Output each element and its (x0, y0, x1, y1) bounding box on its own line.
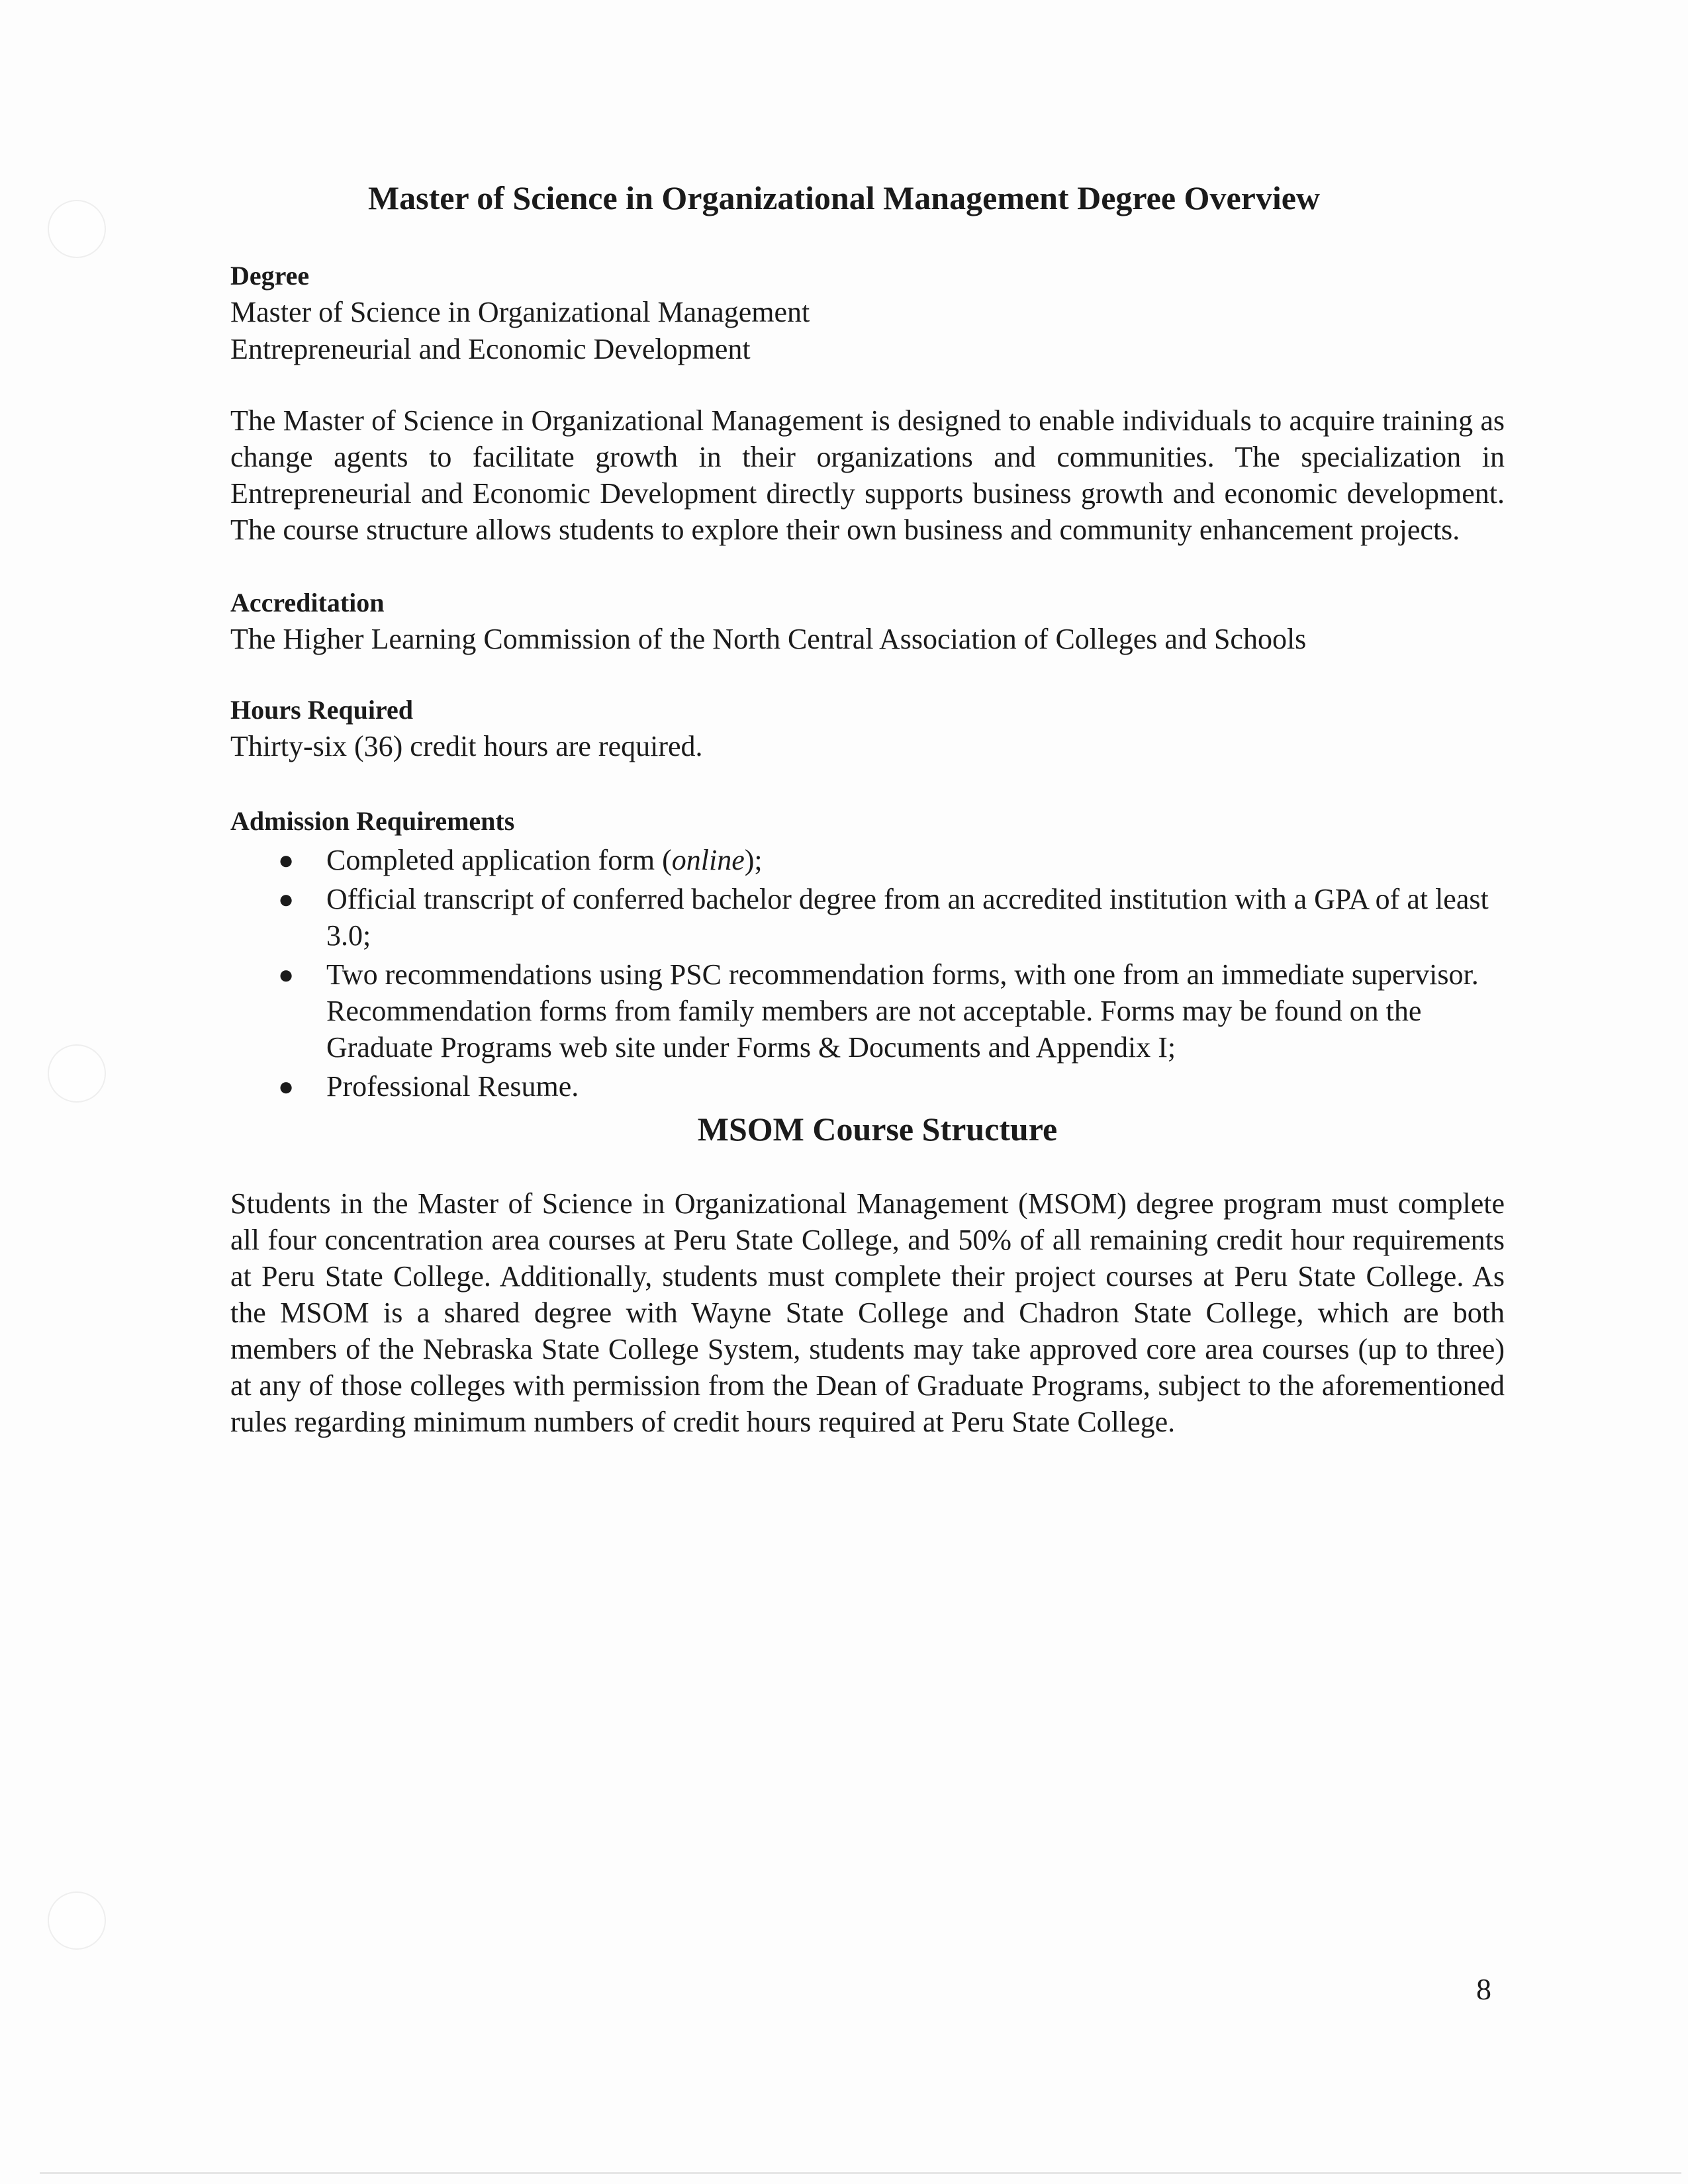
degree-heading: Degree (230, 261, 310, 291)
accreditation-text: The Higher Learning Commission of the North Central Association of Colleges and Schools (230, 623, 1307, 655)
list-item: ● Official transcript of conferred bachelor degree from an accredited institution with a GPA of at least 3.0; (230, 881, 1505, 954)
main-content (230, 258, 1505, 1440)
course-structure-paragraph: Students in the Master of Science in Organizational Management (MSOM) degree program must complete all four concentration area courses at Peru State College, and 50% of all remaining credit hour requirements at Peru State College. Additionally, students must complete their project courses at Peru State College. As the MSOM is a shared degree with Wayne State College and Chadron State College, which are both members of the Nebraska State College System, students may take approved core area courses (up to three) at any of those colleges with permission from the Dean of Graduate Programs, subject to the aforementioned rules regarding minimum numbers of credit hours required at Peru State College. (230, 1187, 1505, 1438)
page-title: Master of Science in Organizational Management Degree Overview (367, 179, 1321, 216)
degree-specialization: Entrepreneurial and Economic Development (230, 333, 751, 365)
scan-edge-line (40, 2172, 1681, 2174)
bullet-icon: ● (278, 1071, 295, 1101)
accreditation-section (230, 585, 1505, 658)
course-structure-title: MSOM Course Structure (697, 1111, 1058, 1148)
admission-heading: Admission Requirements (230, 806, 515, 836)
course-structure-section (230, 1107, 1505, 1440)
punch-hole-middle (48, 1044, 106, 1103)
bullet-icon: ● (278, 960, 295, 989)
list-item: ● Completed application form (online); (230, 842, 1505, 878)
hours-heading: Hours Required (230, 695, 413, 725)
page-number: 8 (1476, 1972, 1491, 2006)
punch-hole-bottom (48, 1891, 106, 1950)
hours-text: Thirty-six (36) credit hours are required. (230, 730, 703, 762)
hours-section (230, 692, 1505, 765)
bullet-icon: ● (278, 884, 295, 914)
list-item: ● Professional Resume. (230, 1068, 1505, 1105)
list-item: ● Two recommendations using PSC recommendation forms, with one from an immediate supervisor. Recommendation forms from family members are not acceptable. Forms may be found on the Graduate Programs web site under Forms & Documents and Appendix I; (230, 956, 1505, 1066)
degree-section (230, 258, 1505, 368)
bullet-icon: ● (278, 845, 295, 875)
accreditation-heading: Accreditation (230, 588, 385, 617)
admission-section (230, 803, 1505, 1105)
intro-paragraph: The Master of Science in Organizational Management is designed to enable individuals to acquire training as change agents to facilitate growth in their organizations and communities. The specialization in Entrepreneurial and Economic Development directly supports business growth and economic development. The course structure allows students to explore their own business and community enhancement projects. (230, 404, 1505, 546)
degree-name: Master of Science in Organizational Management (230, 296, 810, 328)
admission-list (230, 842, 1505, 1105)
online-emphasis: online (671, 844, 745, 876)
